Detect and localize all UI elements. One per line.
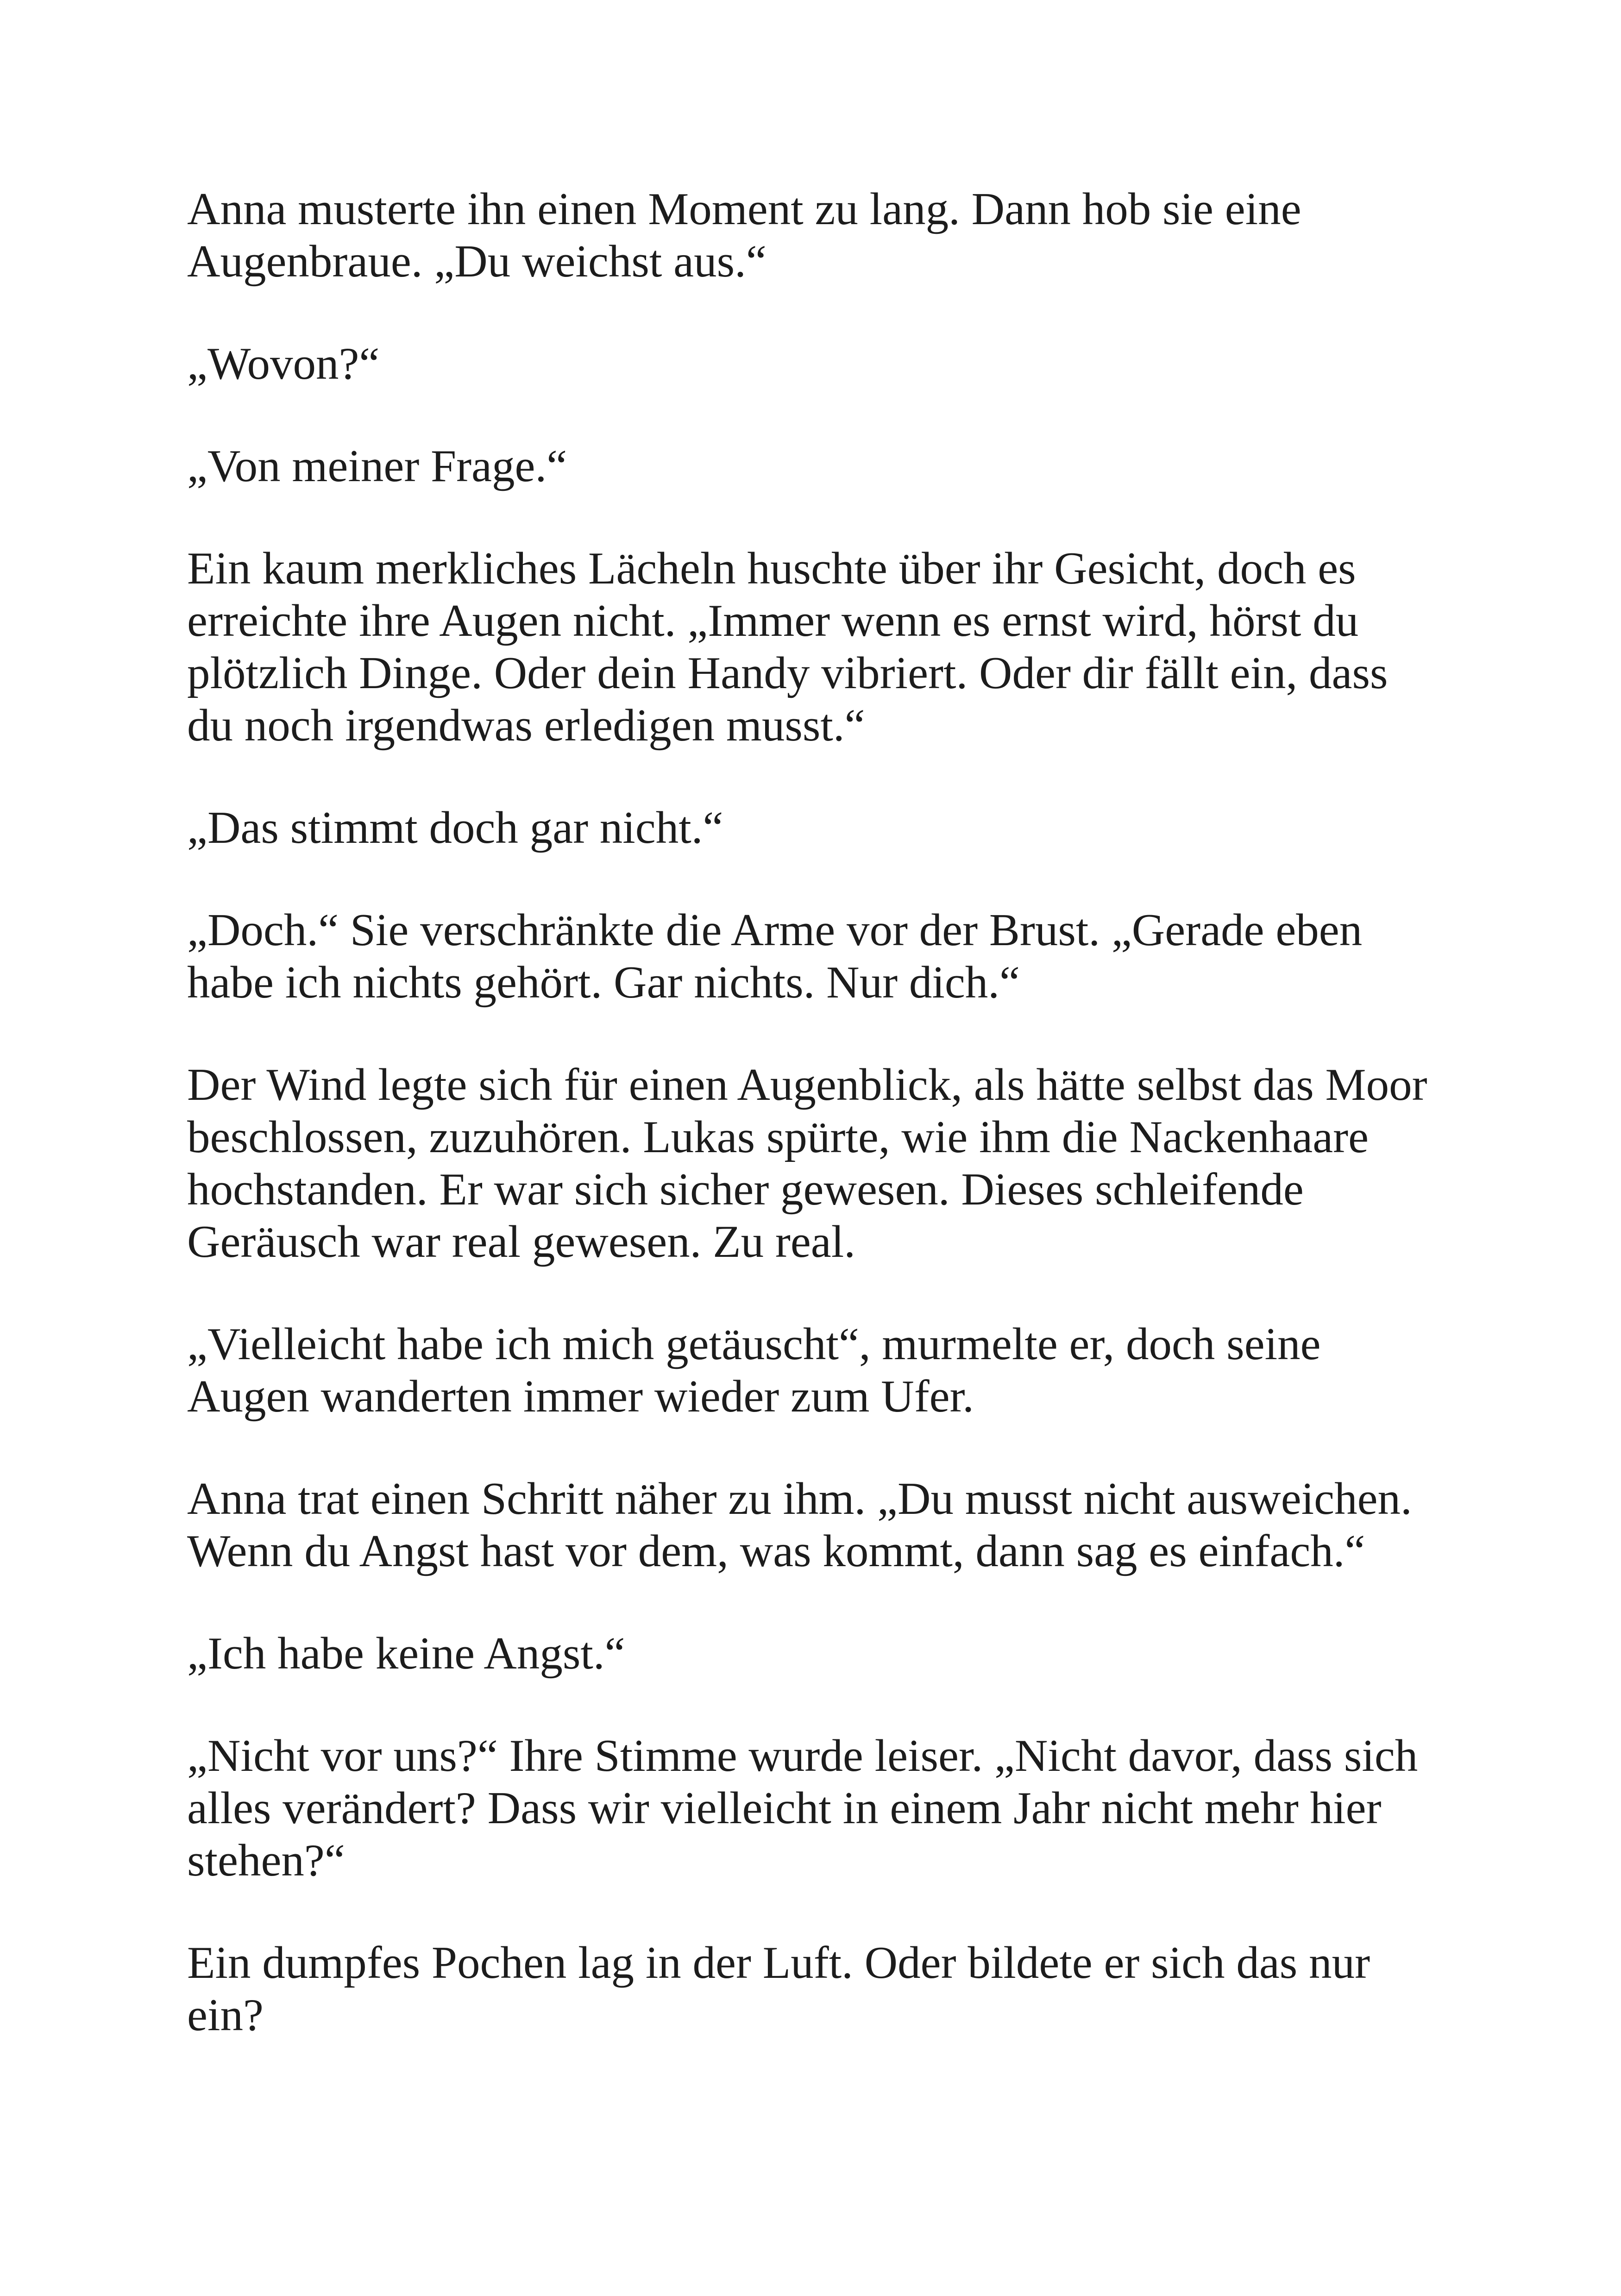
paragraph-4: Ein kaum merkliches Lächeln huschte über ihr Gesicht, doch es erreichte ihre Augen nicht. „Immer wenn es ernst wird, hörst du plötzlich Dinge. Oder dein Handy vibriert. Oder dir fällt ein, dass du noch irgendwas erledigen musst.“ <box>187 543 1388 751</box>
paragraph-6: „Doch.“ Sie verschränkte die Arme vor der Brust. „Gerade eben habe ich nichts gehört. Gar nichts. Nur dich.“ <box>187 905 1363 1008</box>
paragraph-2: „Wovon?“ <box>187 339 380 389</box>
paragraph-12: Ein dumpfes Pochen lag in der Luft. Oder bildete er sich das nur ein? <box>187 1938 1370 2040</box>
paragraph-11: „Nicht vor uns?“ Ihre Stimme wurde leiser. „Nicht davor, dass sich alles verändert? Dass wir vielleicht in einem Jahr nicht mehr hier stehen?“ <box>187 1731 1418 1886</box>
story-text <box>187 183 1447 2041</box>
paragraph-5: „Das stimmt doch gar nicht.“ <box>187 803 723 853</box>
paragraph-10: „Ich habe keine Angst.“ <box>187 1628 625 1679</box>
paragraph-1: Anna musterte ihn einen Moment zu lang. Dann hob sie eine Augenbraue. „Du weichst aus.“ <box>187 184 1301 287</box>
paragraph-9: Anna trat einen Schritt näher zu ihm. „Du musst nicht ausweichen. Wenn du Angst hast vor dem, was kommt, dann sag es einfach.“ <box>187 1474 1412 1576</box>
paragraph-3: „Von meiner Frage.“ <box>187 441 567 491</box>
paragraph-7: Der Wind legte sich für einen Augenblick, als hätte selbst das Moor beschlossen, zuzuhören. Lukas spürte, wie ihm die Nackenhaare hochstanden. Er war sich sicher gewesen. Dieses schleifende Geräusch war real gewesen. Zu real. <box>187 1060 1427 1267</box>
paragraph-8: „Vielleicht habe ich mich getäuscht“, murmelte er, doch seine Augen wanderten immer wieder zum Ufer. <box>187 1319 1321 1422</box>
